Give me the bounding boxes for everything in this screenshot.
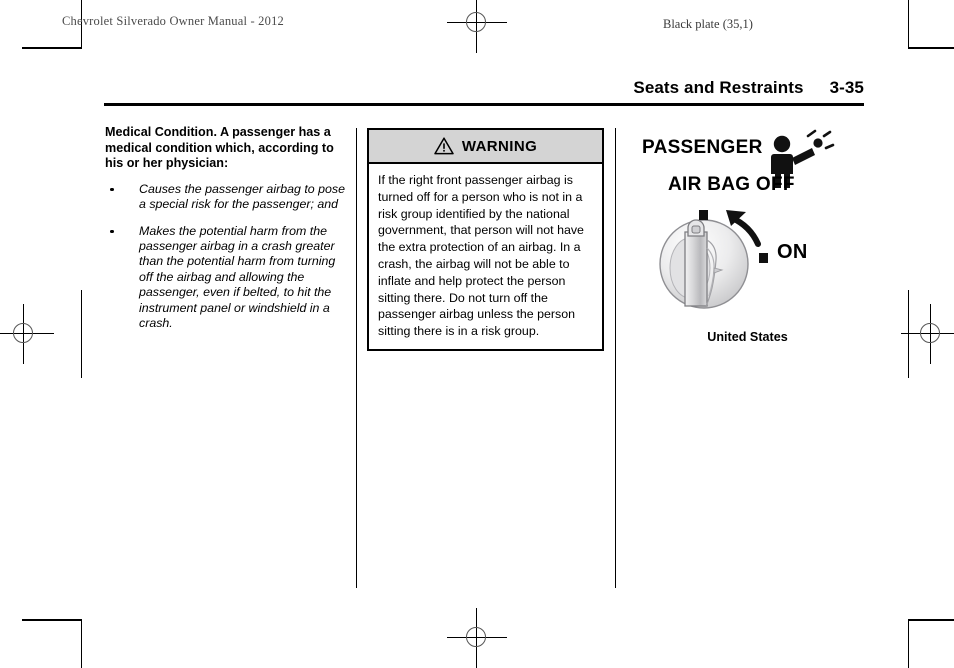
- warning-body-text: If the right front passenger airbag is turned off for a person who is not in a risk group identified by the national government, that person will not have the extra protection of an airbag. In a crash, the airbag will not be able to inflate and help protect the person sitting there. Do not turn off the passenger airbag unless the person sitting there is in a risk group.: [378, 173, 584, 339]
- crop-mark-bottom-left-horizontal: [22, 619, 82, 621]
- list-item: [105, 182, 350, 213]
- warning-header: [369, 130, 602, 164]
- medical-condition-bullet-list: [105, 182, 350, 332]
- medical-condition-heading: Medical Condition. A passenger has a medical condition which, according to his or her physician:: [105, 125, 334, 171]
- crop-mark-top-left-horizontal: [22, 47, 82, 49]
- air-bag-off-label: AIR BAG OFF: [668, 174, 795, 195]
- list-item: [105, 224, 350, 332]
- on-position-marker-icon: [759, 253, 768, 263]
- registration-crosshair-icon-bottom: [447, 608, 507, 668]
- warning-label: WARNING: [461, 137, 538, 155]
- trim-line-right: [908, 290, 909, 378]
- bullet-dot-icon: [110, 188, 114, 192]
- page-title: Seats and Restraints: [633, 78, 804, 97]
- crop-mark-bottom-left-vertical: [81, 620, 82, 668]
- warning-box: [367, 128, 604, 351]
- right-column: [630, 128, 865, 344]
- crop-mark-top-right-horizontal: [908, 47, 954, 49]
- column-divider-2: [615, 128, 616, 588]
- airbag-off-indicator-illustration: [630, 128, 865, 328]
- middle-column: [367, 128, 604, 351]
- page-number: 3-35: [829, 78, 864, 97]
- crop-mark-bottom-right-horizontal: [908, 619, 954, 621]
- left-column: [105, 125, 350, 342]
- list-item-text: Makes the potential harm from the passenger airbag in a crash greater than the potential harm from turning off the airbag and allowing the passenger, even if belted, to hit the instrument panel or windshield in a crash.: [139, 223, 336, 331]
- section-header: [104, 78, 864, 106]
- off-position-marker-icon: [699, 210, 708, 220]
- registration-crosshair-icon-left: [0, 304, 54, 364]
- warning-triangle-icon: [434, 137, 454, 155]
- on-label: ON: [777, 241, 808, 263]
- trim-line-left: [81, 290, 82, 378]
- black-plate-label: Black plate (35,1): [663, 17, 753, 31]
- registration-crosshair-icon-top: [447, 0, 507, 53]
- manual-title: Chevrolet Silverado Owner Manual - 2012: [62, 14, 284, 28]
- crop-mark-top-right-vertical: [908, 0, 909, 48]
- key-switch-icon: [660, 220, 748, 308]
- crop-mark-bottom-right-vertical: [908, 620, 909, 668]
- list-item-text: Causes the passenger airbag to pose a special risk for the passenger; and: [139, 181, 345, 212]
- passenger-label: PASSENGER: [642, 137, 763, 158]
- column-divider-1: [356, 128, 357, 588]
- bullet-dot-icon: [110, 230, 114, 234]
- illustration-caption: United States: [707, 330, 788, 344]
